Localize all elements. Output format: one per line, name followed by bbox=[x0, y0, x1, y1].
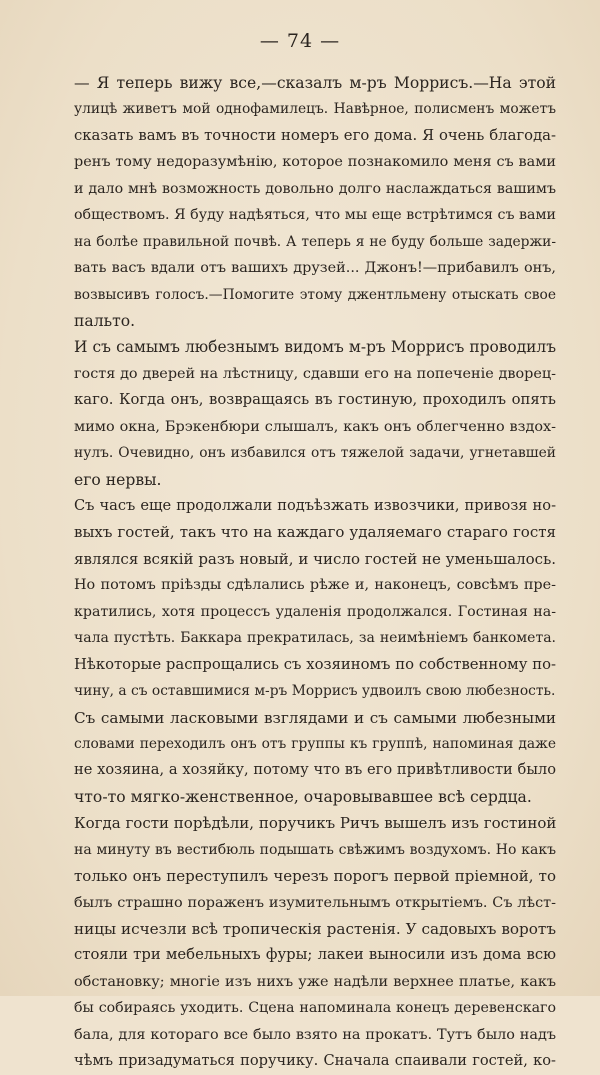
text-line: ренъ тому недоразумѣнію, которое познакомило меня съ вами bbox=[74, 154, 556, 171]
text-line: только онъ переступилъ черезъ порогъ первой пріемной, то bbox=[74, 867, 556, 886]
text-line: гостя до дверей на лѣстницу, сдавши его на попеченіе дворец- bbox=[74, 365, 556, 382]
text-line: пальто. bbox=[74, 311, 136, 330]
text-line: нулъ. Очевидно, онъ избавился отъ тяжелой задачи, угнетавшей bbox=[74, 445, 556, 462]
text-line: каго. Когда онъ, возвращаясь въ гостиную, проходилъ опять bbox=[74, 391, 556, 409]
text-line: кратились, хотя процессъ удаленія продолжался. Гостиная на- bbox=[74, 603, 556, 620]
text-line: улицѣ живетъ мой однофамилецъ. Навѣрное, полисменъ можетъ bbox=[74, 101, 556, 118]
text-line: что-то мягко-женственное, очаровывавшее всѣ сердца. bbox=[74, 787, 532, 806]
text-line: Когда гости порѣдѣли, поручикъ Ричъ вышелъ изъ гостиной bbox=[74, 814, 557, 833]
text-line: не хозяина, а хозяйку, потому что въ его привѣтливости было bbox=[74, 761, 556, 779]
text-line: его нервы. bbox=[74, 470, 162, 489]
text-line: чѣмъ призадуматься поручику. Сначала спаивали гостей, ко- bbox=[74, 1052, 556, 1070]
text-line: являлся всякій разъ новый, и число гостей не уменьшалось. bbox=[74, 549, 556, 568]
text-line: мимо окна, Брэкенбюри слышалъ, какъ онъ облегченно вздох- bbox=[74, 418, 556, 435]
text-line: Съ часъ еще продолжали подъѣзжать извозчики, привозя но- bbox=[74, 497, 556, 514]
text-line: выхъ гостей, такъ что на каждаго удаляемаго стараго гостя bbox=[74, 523, 556, 542]
text-line: на минуту въ вестибюль подышать свѣжимъ воздухомъ. Но какъ bbox=[74, 841, 556, 858]
text-line: — Я теперь вижу все,—сказалъ м-ръ Моррисъ.—На этой bbox=[74, 74, 556, 92]
text-line: былъ страшно пораженъ изумительнымъ открытіемъ. Съ лѣст- bbox=[74, 894, 556, 911]
text-line: сказать вамъ въ точности номеръ его дома. Я очень благода- bbox=[74, 126, 556, 144]
text-line: бы собираясь уходить. Сцена напоминала конецъ деревенскаго bbox=[74, 1000, 556, 1017]
text-line: Съ самыми ласковыми взглядами и съ самыми любезными bbox=[74, 708, 556, 727]
text-line: словами переходилъ онъ отъ группы къ группѣ, напоминая даже bbox=[74, 735, 556, 752]
text-line: чала пустѣть. Баккара прекратилась, за неимѣніемъ банкомета. bbox=[74, 630, 556, 647]
text-line: обществомъ. Я буду надѣяться, что мы еще встрѣтимся съ вами bbox=[74, 207, 556, 224]
text-line: ницы исчезли всѣ тропическія растенія. У садовыхъ воротъ bbox=[74, 920, 556, 938]
page-text bbox=[74, 70, 556, 1075]
text-line: бала, для котораго все было взято на прокатъ. Тутъ было надъ bbox=[74, 1026, 556, 1043]
text-line: И съ самымъ любезнымъ видомъ м-ръ Моррисъ проводилъ bbox=[74, 338, 556, 357]
text-line: стояли три мебельныхъ фуры; лакеи выносили изъ дома всю bbox=[74, 946, 556, 964]
text-line: обстановку; многіе изъ нихъ уже надѣли верхнее платье, какъ bbox=[74, 973, 556, 990]
text-line: и дало мнѣ возможность довольно долго наслаждаться вашимъ bbox=[74, 180, 556, 197]
text-line: Нѣкоторые распрощались съ хозяиномъ по собственному по- bbox=[74, 655, 556, 673]
page-number: — 74 — bbox=[259, 30, 341, 52]
text-line: вать васъ вдали отъ вашихъ друзей... Джонъ!—прибавилъ онъ, bbox=[74, 260, 556, 277]
text-line: чину, а съ оставшимися м-ръ Моррисъ удвоилъ свою любезность. bbox=[74, 683, 556, 700]
text-line: Но потомъ пріѣзды сдѣлались рѣже и, наконецъ, совсѣмъ пре- bbox=[74, 577, 556, 594]
text-line: возвысивъ голосъ.—Помогите этому джентльмену отыскать свое bbox=[74, 286, 556, 303]
text-line: на болѣе правильной почвѣ. А теперь я не буду больше задержи- bbox=[74, 233, 556, 250]
